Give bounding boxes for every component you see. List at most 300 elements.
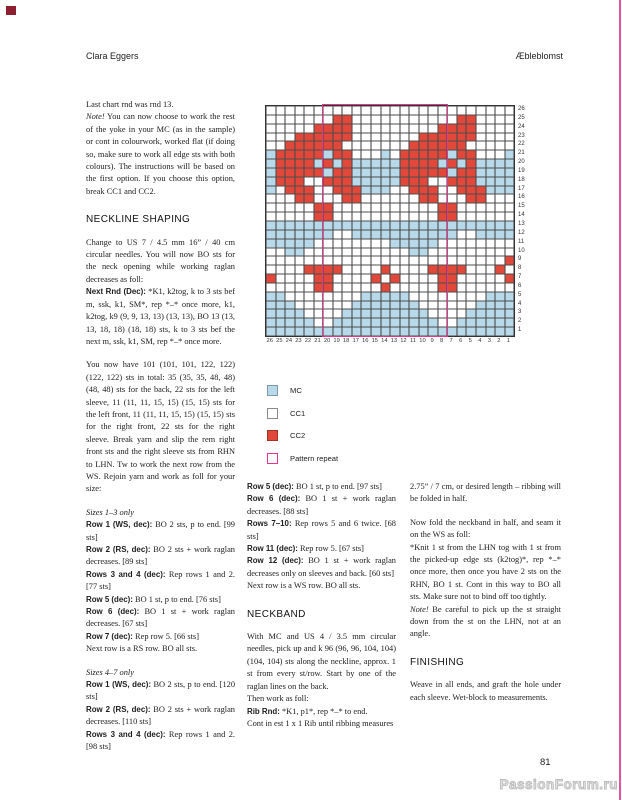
column-number: 22 — [304, 338, 312, 344]
chart-cell — [505, 212, 515, 221]
text-segment: Row 12 (dec): — [247, 556, 304, 566]
chart-cell — [381, 133, 391, 142]
chart-cell — [352, 133, 362, 142]
chart-cell — [476, 265, 486, 274]
chart-cell — [495, 221, 505, 230]
chart-cell — [304, 221, 314, 230]
text-segment: Rib Rnd: — [247, 706, 280, 716]
chart-cell — [333, 265, 343, 274]
chart-cell — [323, 274, 333, 283]
paragraph — [86, 643, 235, 655]
chart-cell — [457, 186, 467, 195]
text-segment: Row 5 (dec): — [247, 482, 294, 491]
chart-cell — [381, 301, 391, 310]
chart-cell — [304, 150, 314, 159]
row-number: 20 — [518, 159, 525, 166]
chart-cell — [457, 212, 467, 221]
row-number: 18 — [518, 176, 525, 183]
row-number: 4 — [518, 300, 522, 307]
chart-cell — [447, 159, 457, 168]
chart-cell — [505, 177, 515, 186]
chart-cell — [295, 203, 305, 212]
chart-cell — [266, 283, 276, 292]
chart-cell — [409, 265, 419, 274]
chart-cell — [428, 265, 438, 274]
chart-cell — [342, 177, 352, 186]
chart-cell — [447, 239, 457, 248]
chart-cell — [428, 203, 438, 212]
column-number: 6 — [459, 338, 463, 344]
chart-cell — [323, 194, 333, 203]
chart-cell — [381, 274, 391, 283]
chart-cell — [352, 141, 362, 150]
chart-cell — [381, 230, 391, 239]
chart-cell — [390, 274, 400, 283]
chart-cell — [314, 203, 324, 212]
chart-cell — [323, 265, 333, 274]
chart-cell — [505, 141, 515, 150]
chart-cell — [447, 309, 457, 318]
chart-cell — [304, 274, 314, 283]
chart-cell — [314, 248, 324, 257]
chart-cell — [276, 106, 286, 115]
paragraph — [247, 631, 396, 693]
chart-cell — [266, 239, 276, 248]
row-number: 7 — [518, 274, 522, 281]
chart-cell — [285, 168, 295, 177]
chart-cell — [285, 186, 295, 195]
chart-cell — [476, 309, 486, 318]
chart-cell — [361, 177, 371, 186]
chart-cell — [486, 274, 496, 283]
chart-cell — [381, 239, 391, 248]
chart-cell — [457, 292, 467, 301]
chart-cell — [447, 177, 457, 186]
chart-cell — [285, 124, 295, 133]
chart-cell — [285, 159, 295, 168]
chart-cell — [438, 194, 448, 203]
chart-cell — [371, 168, 381, 177]
chart-cell — [361, 106, 371, 115]
chart-cell — [295, 124, 305, 133]
chart-cell — [342, 150, 352, 159]
chart-cell — [276, 150, 286, 159]
chart-cell — [371, 283, 381, 292]
paragraph — [247, 481, 396, 493]
legend-swatch-repeat — [267, 453, 278, 464]
chart-cell — [457, 159, 467, 168]
chart-cell — [314, 177, 324, 186]
chart-cell — [381, 159, 391, 168]
text-segment: You now have 101 (101, 101, 122, 122) (122, 122) sts in total: 35 (35, 35, 48, 48) (48, 48) sts for the back, 22 sts for the left sleeve, 11 (11, 11, 15, 15) (15, 15) sts for the left front, 11 (11, 11, 15, 15) (15, 15) sts for the right front, 22 sts for the right sleeve. Break yarn and slip the rem right front sts and the right sleeve sts from RHN to LHN. Tw to work the next row from the WS. Rejoin yarn and work as foll for your size: — [86, 360, 235, 494]
chart-cell — [276, 203, 286, 212]
chart-cell — [428, 239, 438, 248]
chart-cell — [466, 256, 476, 265]
text-segment: BO 2 sts, p to end. [99 sts] — [86, 520, 235, 542]
text-segment: Rows 7–10: — [247, 519, 292, 529]
row-number: 9 — [518, 256, 522, 263]
chart-cell — [419, 283, 429, 292]
chart-cell — [323, 150, 333, 159]
chart-cell — [285, 194, 295, 203]
chart-cell — [428, 194, 438, 203]
chart-cell — [457, 230, 467, 239]
chart-cell — [342, 274, 352, 283]
chart-cell — [486, 203, 496, 212]
chart-cell — [352, 115, 362, 124]
row-number: 24 — [518, 123, 525, 130]
text-segment: *K1, k2tog, k to 3 sts bef m, ssk, k1, SM*, rep *–* once more, k1, k2tog, k9 (9, 9, 13, 13) (13, 13), BO 13 (13, 13, 18, 18) (18, 18) sts, k to 3 sts bef the next m, ssk, k1, SM, rep *–* once more. — [86, 287, 235, 346]
chart-cell — [381, 309, 391, 318]
chart-cell — [495, 186, 505, 195]
text-segment: *K1, p1*, rep *–* to end. — [279, 706, 368, 716]
chart-cell — [276, 265, 286, 274]
chart-cell — [466, 203, 476, 212]
chart-cell — [361, 318, 371, 327]
chart-cell — [438, 124, 448, 133]
chart-cell — [457, 194, 467, 203]
chart-cell — [352, 327, 362, 336]
chart-cell — [486, 265, 496, 274]
chart-cell — [447, 115, 457, 124]
chart-cell — [314, 141, 324, 150]
paragraph — [247, 493, 396, 518]
chart-cell — [333, 230, 343, 239]
chart-cell — [400, 124, 410, 133]
chart-cell — [486, 239, 496, 248]
chart-cell — [323, 239, 333, 248]
chart-cell — [314, 283, 324, 292]
chart-cell — [381, 248, 391, 257]
chart-cell — [390, 327, 400, 336]
row-number: 12 — [518, 229, 525, 236]
chart-cell — [361, 186, 371, 195]
text-column-middle — [247, 481, 396, 730]
column-number: 16 — [362, 338, 369, 344]
chart-cell — [342, 124, 352, 133]
row-number: 11 — [518, 238, 525, 245]
chart-cell — [409, 283, 419, 292]
chart-cell — [333, 133, 343, 142]
chart-cell — [333, 212, 343, 221]
chart-cell — [266, 177, 276, 186]
chart-cell — [466, 150, 476, 159]
chart-cell — [381, 141, 391, 150]
chart-cell — [352, 256, 362, 265]
text-column-left — [86, 99, 235, 754]
row-number: 17 — [518, 185, 525, 192]
chart-cell — [333, 115, 343, 124]
text-segment: Next row is a WS row. BO all sts. — [247, 581, 361, 591]
chart-cell — [457, 265, 467, 274]
paragraph — [247, 580, 396, 592]
column-number: 9 — [430, 338, 434, 344]
chart-cell — [409, 168, 419, 177]
chart-cell — [476, 274, 486, 283]
row-number: 10 — [518, 247, 525, 254]
chart-cell — [314, 274, 324, 283]
chart-cell — [323, 115, 333, 124]
chart-cell — [314, 256, 324, 265]
chart-cell — [486, 124, 496, 133]
chart-cell — [438, 309, 448, 318]
paragraph — [86, 99, 235, 111]
chart-cell — [371, 124, 381, 133]
chart-cell — [419, 106, 429, 115]
chart-cell — [457, 221, 467, 230]
chart-cell — [295, 133, 305, 142]
chart-cell — [323, 106, 333, 115]
chart-cell — [333, 221, 343, 230]
text-segment: Rows 3 and 4 (dec): — [86, 729, 166, 739]
chart-cell — [428, 256, 438, 265]
chart-cell — [438, 212, 448, 221]
chart-cell — [371, 309, 381, 318]
chart-cell — [361, 212, 371, 221]
chart-cell — [266, 168, 276, 177]
chart-cell — [381, 265, 391, 274]
chart-cell — [486, 221, 496, 230]
paragraph — [86, 286, 235, 348]
chart-cell — [371, 203, 381, 212]
chart-cell — [476, 186, 486, 195]
text-segment: Rows 3 and 4 (dec): — [86, 569, 166, 579]
text-segment: Row 2 (RS, dec): — [86, 704, 151, 714]
chart-cell — [323, 292, 333, 301]
chart-cell — [361, 230, 371, 239]
chart-cell — [428, 150, 438, 159]
text-segment: With MC and US 4 / 3.5 mm circular needles, pick up and k 96 (96, 96, 104, 104) (104, 104) sts along the neckline, approx. 1 st from every st/row. Start by one of the raglan lines on the back. — [247, 632, 396, 691]
chart-cell — [352, 194, 362, 203]
chart-cell — [428, 124, 438, 133]
text-segment: Rep rows 1 and 2. [98 sts] — [86, 729, 235, 752]
chart-cell — [390, 256, 400, 265]
chart-cell — [371, 212, 381, 221]
chart-cell — [285, 221, 295, 230]
text-segment: Then work as foll: — [247, 694, 309, 704]
chart-cell — [381, 186, 391, 195]
chart-cell — [447, 141, 457, 150]
chart-cell — [390, 141, 400, 150]
chart-cell — [409, 274, 419, 283]
chart-cell — [266, 124, 276, 133]
chart-cell — [371, 150, 381, 159]
chart-cell — [438, 327, 448, 336]
chart-cell — [361, 194, 371, 203]
chart-cell — [447, 203, 457, 212]
chart-cell — [400, 274, 410, 283]
chart-cell — [266, 115, 276, 124]
chart-cell — [381, 212, 391, 221]
chart-cell — [447, 265, 457, 274]
chart-cell — [400, 159, 410, 168]
chart-cell — [285, 327, 295, 336]
chart-cell — [333, 239, 343, 248]
chart-cell — [333, 177, 343, 186]
chart-cell — [371, 292, 381, 301]
chart-cell — [400, 239, 410, 248]
chart-cell — [400, 115, 410, 124]
chart-cell — [371, 327, 381, 336]
chart-cell — [276, 239, 286, 248]
chart-cell — [409, 194, 419, 203]
chart-cell — [457, 150, 467, 159]
chart-cell — [333, 194, 343, 203]
chart-cell — [428, 292, 438, 301]
chart-cell — [409, 256, 419, 265]
row-number: 5 — [518, 291, 522, 298]
chart-cell — [314, 327, 324, 336]
chart-cell — [342, 248, 352, 257]
chart-cell — [381, 115, 391, 124]
chart-cell — [495, 318, 505, 327]
column-number: 5 — [468, 338, 472, 344]
chart-cell — [361, 283, 371, 292]
chart-cell — [457, 203, 467, 212]
column-number: 8 — [440, 338, 444, 344]
chart-cell — [285, 248, 295, 257]
chart-cell — [352, 203, 362, 212]
chart-cell — [390, 177, 400, 186]
page-edge-line — [619, 0, 621, 800]
paragraph — [86, 569, 235, 594]
chart-cell — [419, 256, 429, 265]
chart-legend — [267, 379, 338, 470]
paragraph — [86, 667, 235, 679]
chart-cell — [495, 133, 505, 142]
chart-cell — [323, 327, 333, 336]
chart-cell — [400, 309, 410, 318]
chart-cell — [352, 230, 362, 239]
chart-cell — [428, 283, 438, 292]
chart-cell — [342, 141, 352, 150]
chart-cell — [419, 301, 429, 310]
chart-cell — [285, 283, 295, 292]
chart-cell — [342, 115, 352, 124]
chart-cell — [361, 256, 371, 265]
column-number: 13 — [390, 338, 398, 344]
chart-cell — [419, 186, 429, 195]
chart-cell — [419, 141, 429, 150]
chart-cell — [486, 212, 496, 221]
chart-cell — [304, 256, 314, 265]
text-segment: Row 11 (dec): — [247, 544, 298, 554]
chart-cell — [371, 301, 381, 310]
chart-cell — [323, 133, 333, 142]
chart-cell — [285, 203, 295, 212]
chart-cell — [409, 141, 419, 150]
chart-cell — [314, 221, 324, 230]
chart-cell — [505, 274, 515, 283]
chart-cell — [314, 301, 324, 310]
text-segment: BO 1 st + work raglan decreases. [67 sts] — [86, 607, 235, 629]
row-number: 15 — [518, 203, 525, 210]
chart-cell — [495, 115, 505, 124]
chart-cell — [285, 141, 295, 150]
chart-cell — [466, 318, 476, 327]
chart-cell — [457, 239, 467, 248]
chart-cell — [285, 177, 295, 186]
chart-cell — [371, 177, 381, 186]
text-segment: Be careful to pick up the st straight down from the st on the LHN, not at an angle. — [410, 604, 561, 639]
chart-cell — [390, 212, 400, 221]
chart-cell — [409, 159, 419, 168]
chart-cell — [466, 283, 476, 292]
chart-cell — [323, 301, 333, 310]
chart-cell — [390, 318, 400, 327]
chart-cell — [266, 221, 276, 230]
chart-cell — [390, 133, 400, 142]
chart-cell — [314, 133, 324, 142]
chart-cell — [495, 177, 505, 186]
chart-cell — [295, 318, 305, 327]
column-number: 12 — [400, 338, 407, 344]
chart-cell — [486, 186, 496, 195]
chart-cell — [352, 159, 362, 168]
chart-cell — [447, 194, 457, 203]
chart-cell — [285, 265, 295, 274]
chart-cell — [505, 230, 515, 239]
chart-cell — [438, 221, 448, 230]
chart-cell — [266, 327, 276, 336]
legend-label: CC1 — [290, 408, 306, 418]
chart-cell — [400, 133, 410, 142]
chart-cell — [400, 265, 410, 274]
chart-cell — [419, 248, 429, 257]
chart-cell — [276, 159, 286, 168]
chart-cell — [486, 168, 496, 177]
chart-cell — [361, 221, 371, 230]
chart-cell — [266, 318, 276, 327]
chart-cell — [476, 203, 486, 212]
header-author: Clara Eggers — [86, 51, 139, 61]
chart-cell — [304, 292, 314, 301]
chart-cell — [419, 203, 429, 212]
chart-cell — [304, 301, 314, 310]
chart-cell — [447, 292, 457, 301]
chart-cell — [409, 239, 419, 248]
chart-cell — [371, 256, 381, 265]
paragraph — [86, 359, 235, 495]
chart-cell — [304, 186, 314, 195]
chart-cell — [285, 318, 295, 327]
chart-cell — [466, 309, 476, 318]
chart-cell — [276, 141, 286, 150]
chart-cell — [466, 230, 476, 239]
chart-cell — [323, 159, 333, 168]
chart-cell — [342, 221, 352, 230]
chart-cell — [304, 265, 314, 274]
chart-cell — [361, 168, 371, 177]
chart-cell — [409, 115, 419, 124]
chart-cell — [466, 186, 476, 195]
chart-cell — [400, 292, 410, 301]
chart-cell — [505, 186, 515, 195]
chart-cell — [304, 203, 314, 212]
chart-cell — [285, 106, 295, 115]
column-number: 1 — [506, 338, 511, 344]
text-segment: Change to US 7 / 4.5 mm 16” / 40 cm circular needles. You will now BO sts for the neck opening while working raglan decreases as foll: — [86, 237, 235, 284]
chart-cell — [295, 168, 305, 177]
chart-cell — [457, 168, 467, 177]
chart-cell — [457, 256, 467, 265]
chart-cell — [371, 248, 381, 257]
chart-cell — [390, 159, 400, 168]
chart-cell — [381, 150, 391, 159]
chart-cell — [276, 274, 286, 283]
chart-cell — [285, 274, 295, 283]
text-segment: Note! — [410, 604, 429, 614]
